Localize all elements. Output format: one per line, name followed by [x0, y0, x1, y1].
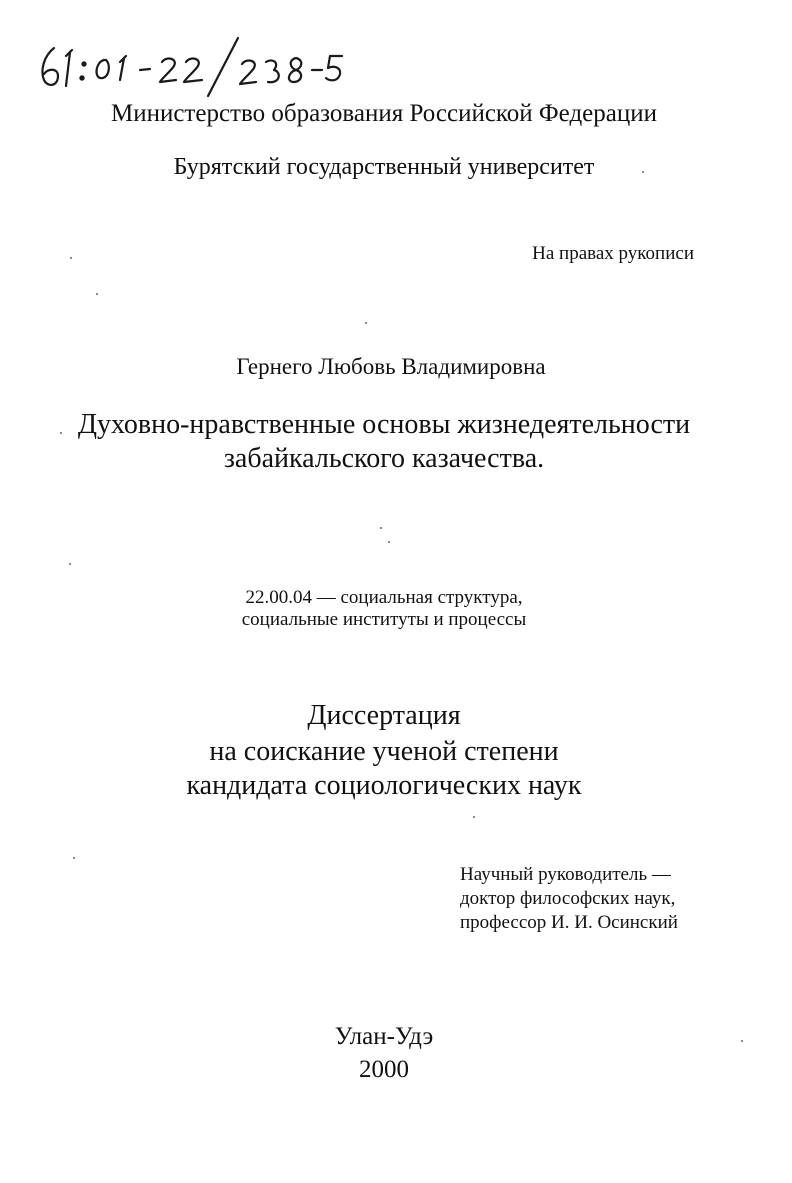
- scan-speck: [473, 816, 475, 818]
- year: 2000: [359, 1056, 409, 1083]
- dissertation-heading: Диссертация: [307, 700, 461, 731]
- specialty-line-2: социальные институты и процессы: [241, 609, 527, 630]
- scan-speck: [388, 541, 390, 543]
- manuscript-rights-note: На правах рукописи: [532, 243, 694, 264]
- university-name: Бурятский государственный университет: [173, 154, 595, 180]
- scan-speck: [69, 563, 71, 565]
- degree-line-1: на соискание ученой степени: [209, 736, 559, 767]
- scan-speck: [380, 527, 382, 529]
- scan-speck: [60, 432, 62, 434]
- scan-speck: [741, 1040, 743, 1042]
- scan-speck: [73, 857, 75, 859]
- degree-line-2: кандидата социологических наук: [186, 770, 582, 801]
- ministry-name: Министерство образования Российской Федерации: [110, 100, 658, 127]
- city: Улан-Удэ: [334, 1023, 434, 1050]
- author-name: Гернего Любовь Владимировна: [236, 354, 546, 379]
- supervisor-role: Научный руководитель —: [460, 864, 671, 885]
- specialty-line-1: 22.00.04 — социальная структура,: [245, 587, 523, 608]
- thesis-title-line-2: забайкальского казачества.: [223, 443, 545, 474]
- supervisor-degree: доктор философских наук,: [460, 888, 676, 909]
- scan-speck: [96, 293, 98, 295]
- supervisor-name: профессор И. И. Осинский: [460, 912, 678, 933]
- thesis-title-line-1: Духовно-нравственные основы жизнедеятельности: [77, 409, 691, 440]
- handwritten-archive-mark: [30, 30, 450, 100]
- scan-speck: [70, 257, 72, 259]
- scan-speck: [642, 171, 644, 173]
- scan-speck: [365, 322, 367, 324]
